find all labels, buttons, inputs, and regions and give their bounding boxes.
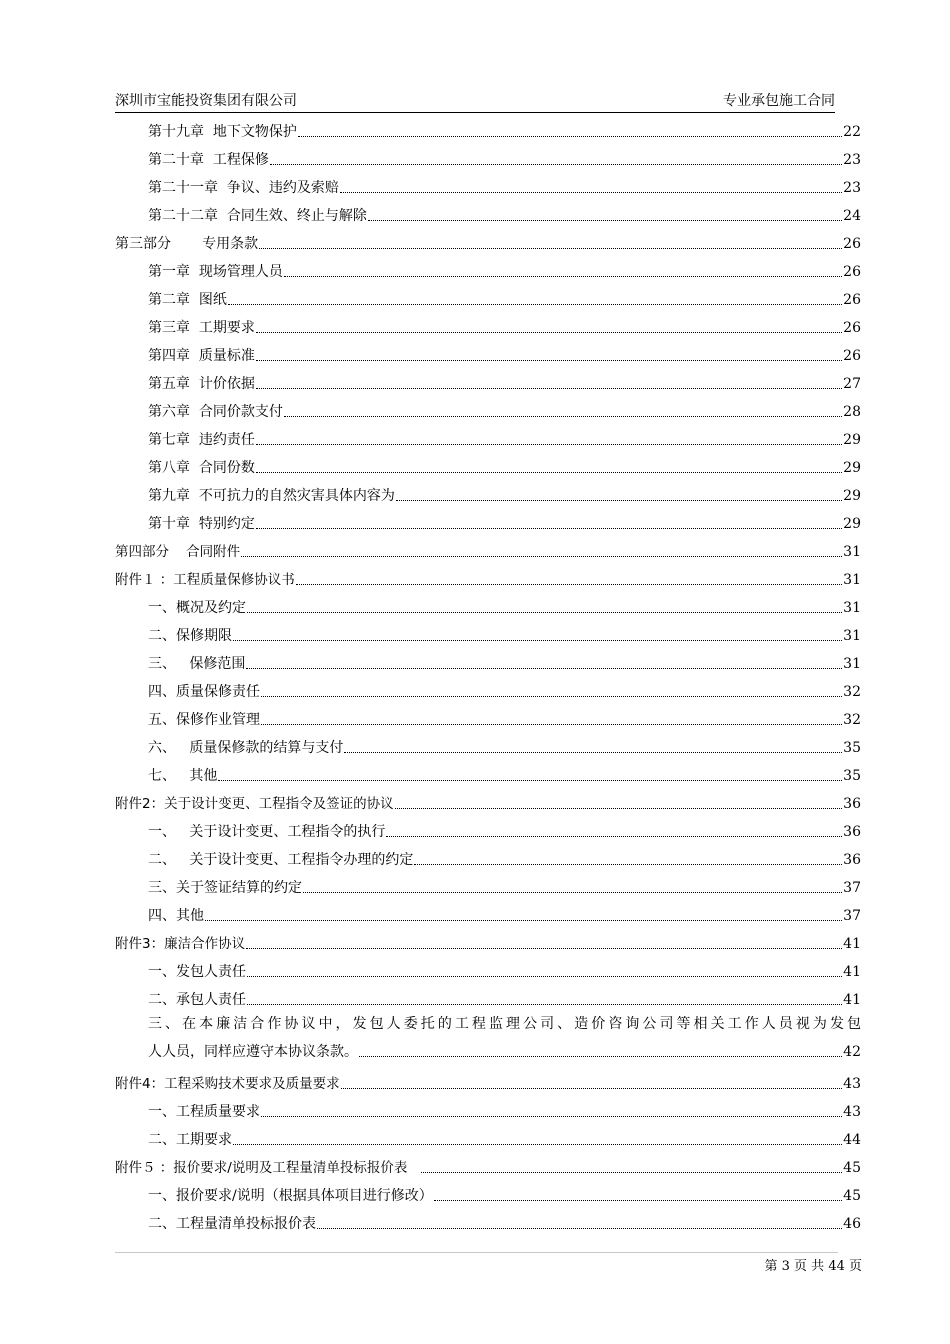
toc-leader-dots — [256, 444, 842, 445]
toc-leader-dots — [434, 1200, 842, 1201]
toc-entry-text: 第十九章 地下文物保护 — [148, 124, 297, 140]
toc-entry[interactable] — [115, 758, 861, 786]
toc-entry[interactable] — [115, 534, 861, 562]
toc-entry-text: 二、保修期限 — [148, 628, 232, 644]
toc-entry-page: 27 — [843, 376, 861, 392]
toc-entry[interactable] — [115, 842, 861, 870]
toc-entry-text: 附件５ ：报价要求/说明及工程量清单投标报价表 — [115, 1160, 421, 1176]
toc-entry[interactable] — [115, 786, 861, 814]
toc-entry[interactable] — [115, 870, 861, 898]
toc-entry-page: 31 — [843, 544, 861, 560]
toc-entry-page: 36 — [843, 852, 861, 868]
toc-leader-dots — [228, 304, 842, 305]
toc-entry[interactable] — [115, 198, 861, 226]
toc-leader-dots — [284, 276, 842, 277]
toc-entry[interactable] — [115, 114, 861, 142]
toc-entry-page: 26 — [843, 264, 861, 280]
toc-entry-text: 第一章 现场管理人员 — [148, 264, 283, 280]
toc-entry-text: 二、工程量清单投标报价表 — [148, 1216, 316, 1232]
toc-leader-dots — [284, 416, 842, 417]
toc-entry-text: 一、概况及约定 — [148, 600, 246, 616]
toc-leader-dots — [261, 724, 842, 725]
toc-leader-dots — [247, 1004, 842, 1005]
toc-entry-text: 七、 其他 — [148, 768, 218, 784]
toc-entry-text: 第二十二章 合同生效、终止与解除 — [148, 208, 367, 224]
toc-entry[interactable] — [115, 1150, 861, 1178]
toc-entry-page: 26 — [843, 236, 861, 252]
toc-entry-page: 37 — [843, 880, 861, 896]
toc-entry-text: 五、保修作业管理 — [148, 712, 260, 728]
toc-leader-dots — [359, 1056, 842, 1057]
toc-entry-page: 29 — [843, 460, 861, 476]
toc-leader-dots — [261, 1116, 842, 1117]
toc-entry-text: 四、其他 — [148, 908, 204, 924]
toc-entry-text: 第二十章 工程保修 — [148, 152, 269, 168]
toc-entry-page: 28 — [843, 404, 861, 420]
toc-entry-wrapped[interactable] — [115, 1010, 861, 1066]
toc-entry-page: 41 — [843, 992, 861, 1008]
toc-entry[interactable] — [115, 1206, 861, 1234]
toc-entry[interactable] — [115, 254, 861, 282]
toc-leader-dots — [218, 780, 842, 781]
toc-entry-page: 26 — [843, 320, 861, 336]
toc-entry[interactable] — [115, 674, 861, 702]
toc-entry[interactable] — [115, 310, 861, 338]
toc-leader-dots — [205, 920, 842, 921]
toc-entry-page: 31 — [843, 656, 861, 672]
toc-leader-dots — [256, 528, 842, 529]
toc-entry[interactable] — [115, 646, 861, 674]
toc-entry-text: 第五章 计价依据 — [148, 376, 255, 392]
toc-entry-text: 三、关于签证结算的约定 — [148, 880, 302, 896]
toc-entry[interactable] — [115, 618, 861, 646]
toc-entry-text: 二、承包人责任 — [148, 992, 246, 1008]
toc-entry[interactable] — [115, 590, 861, 618]
toc-entry-text: 二、 关于设计变更、工程指令办理的约定 — [148, 852, 414, 868]
toc-entry-text: 第三章 工期要求 — [148, 320, 255, 336]
toc-entry-page: 31 — [843, 572, 861, 588]
toc-entry-page: 43 — [843, 1076, 861, 1092]
toc-leader-dots — [246, 948, 842, 949]
toc-leader-dots — [344, 752, 842, 753]
toc-entry[interactable] — [115, 506, 861, 534]
toc-entry-page: 44 — [843, 1132, 861, 1148]
toc-leader-dots — [296, 584, 842, 585]
toc-entry-page: 35 — [843, 768, 861, 784]
toc-leader-dots — [247, 612, 842, 613]
toc-leader-dots — [256, 332, 842, 333]
toc-leader-dots — [261, 696, 842, 697]
toc-entry-text: 三、 保修范围 — [148, 656, 246, 672]
toc-entry-text: 四、质量保修责任 — [148, 684, 260, 700]
toc-leader-dots — [414, 864, 842, 865]
toc-entry[interactable] — [115, 898, 861, 926]
toc-entry-text: 第三部分 专用条款 — [115, 236, 259, 252]
toc-leader-dots — [421, 1172, 842, 1173]
toc-entry-text: 第七章 违约责任 — [148, 432, 255, 448]
page-header — [115, 90, 835, 113]
page-footer: 第 3 页 共 44 页 — [764, 1259, 862, 1274]
toc-entry[interactable] — [115, 730, 861, 758]
toc-entry-text: 第六章 合同价款支付 — [148, 404, 283, 420]
toc-leader-dots — [317, 1228, 842, 1229]
toc-entry[interactable] — [115, 142, 861, 170]
toc-entry-page: 42 — [843, 1044, 861, 1060]
header-company: 深圳市宝能投资集团有限公司 — [115, 93, 297, 109]
toc-entry-page: 29 — [843, 516, 861, 532]
toc-leader-dots — [259, 248, 842, 249]
toc-entry-page: 29 — [843, 488, 861, 504]
toc-entry-text: 一、报价要求/说明（根据具体项目进行修改） — [148, 1188, 433, 1204]
toc-entry[interactable] — [115, 478, 861, 506]
toc-entry-page: 37 — [843, 908, 861, 924]
toc-entry[interactable] — [115, 1094, 861, 1122]
toc-entry-text-line1: 三、在本廉洁合作协议中，发包人委托的工程监理公司、造价咨询公司等相关工作人员视为发包 — [148, 1016, 861, 1032]
toc-entry-page: 23 — [843, 180, 861, 196]
toc-entry-page: 31 — [843, 600, 861, 616]
toc-entry-page: 46 — [843, 1216, 861, 1232]
toc-entry[interactable] — [115, 1122, 861, 1150]
toc-entry-page: 24 — [843, 208, 861, 224]
toc-leader-dots — [368, 220, 842, 221]
toc-entry[interactable] — [115, 1178, 861, 1206]
toc-entry[interactable] — [115, 702, 861, 730]
toc-entry-page: 45 — [843, 1160, 861, 1176]
toc-entry-text: 附件１ ：工程质量保修协议书 — [115, 572, 295, 588]
toc-leader-dots — [233, 1144, 842, 1145]
toc-entry-page: 31 — [843, 628, 861, 644]
toc-entry[interactable] — [115, 926, 861, 954]
toc-leader-dots — [303, 892, 842, 893]
toc-entry-text-line2: 人人员，同样应遵守本协议条款。 — [148, 1044, 358, 1060]
header-doc-title: 专业承包施工合同 — [723, 93, 835, 109]
toc-leader-dots — [386, 836, 842, 837]
toc-entry[interactable] — [115, 338, 861, 366]
toc-leader-dots — [395, 808, 843, 809]
toc-leader-dots — [256, 472, 842, 473]
toc-entry-page: 45 — [843, 1188, 861, 1204]
toc-entry-text: 第十章 特别约定 — [148, 516, 255, 532]
toc-leader-dots — [247, 976, 842, 977]
toc-leader-dots — [298, 136, 842, 137]
toc-entry-page: 26 — [843, 292, 861, 308]
toc-entry[interactable] — [115, 422, 861, 450]
toc-entry[interactable] — [115, 170, 861, 198]
toc-entry[interactable] — [115, 366, 861, 394]
toc-entry-page: 23 — [843, 152, 861, 168]
toc-leader-dots — [340, 192, 842, 193]
toc-entry-text: 第二章 图纸 — [148, 292, 227, 308]
toc-entry-page: 32 — [843, 712, 861, 728]
toc-entry-page: 36 — [843, 824, 861, 840]
toc-entry[interactable] — [115, 562, 861, 590]
toc-entry[interactable] — [115, 1066, 861, 1094]
toc-entry-page: 41 — [843, 936, 861, 952]
toc-entry-text: 第八章 合同份数 — [148, 460, 255, 476]
toc-entry-text: 二、工期要求 — [148, 1132, 232, 1148]
footer-divider — [115, 1252, 838, 1253]
toc-leader-dots — [246, 668, 842, 669]
table-of-contents — [115, 114, 861, 1234]
toc-leader-dots — [241, 556, 842, 557]
toc-entry-text: 第二十一章 争议、违约及索赔 — [148, 180, 339, 196]
toc-entry-text: 一、 关于设计变更、工程指令的执行 — [148, 824, 386, 840]
toc-entry-page: 35 — [843, 740, 861, 756]
toc-entry-page: 29 — [843, 432, 861, 448]
toc-leader-dots — [256, 388, 842, 389]
toc-entry-text: 一、工程质量要求 — [148, 1104, 260, 1120]
toc-entry-text: 附件2：关于设计变更、工程指令及签证的协议 — [115, 796, 394, 812]
toc-entry-page: 41 — [843, 964, 861, 980]
toc-entry-text: 附件4：工程采购技术要求及质量要求 — [115, 1076, 340, 1092]
toc-entry-page: 43 — [843, 1104, 861, 1120]
toc-entry[interactable] — [115, 982, 861, 1010]
toc-entry-page: 22 — [843, 124, 861, 140]
toc-entry[interactable] — [115, 282, 861, 310]
toc-entry-text: 第九章 不可抗力的自然灾害具体内容为 — [148, 488, 395, 504]
toc-entry-page: 26 — [843, 348, 861, 364]
toc-entry[interactable] — [115, 450, 861, 478]
toc-leader-dots — [396, 500, 842, 501]
toc-entry-text: 第四章 质量标准 — [148, 348, 255, 364]
toc-entry-text: 一、发包人责任 — [148, 964, 246, 980]
toc-leader-dots — [341, 1088, 843, 1089]
toc-entry-page: 36 — [843, 796, 861, 812]
toc-leader-dots — [270, 164, 842, 165]
toc-entry[interactable] — [115, 814, 861, 842]
toc-entry[interactable] — [115, 954, 861, 982]
toc-leader-dots — [256, 360, 842, 361]
toc-entry-text: 第四部分 合同附件 — [115, 544, 241, 560]
toc-entry-text: 附件3：廉洁合作协议 — [115, 936, 246, 952]
toc-leader-dots — [233, 640, 842, 641]
toc-entry[interactable] — [115, 394, 861, 422]
toc-entry-page: 32 — [843, 684, 861, 700]
toc-entry[interactable] — [115, 226, 861, 254]
toc-entry-text: 六、 质量保修款的结算与支付 — [148, 740, 344, 756]
